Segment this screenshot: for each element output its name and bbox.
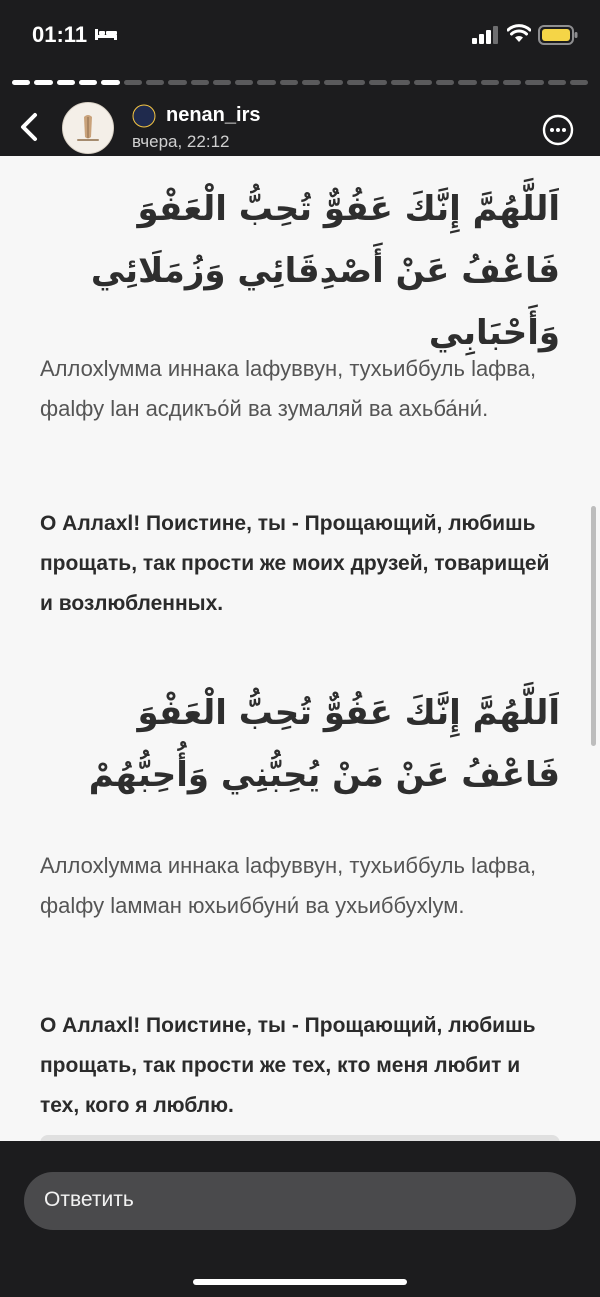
progress-segment [235,80,253,85]
progress-segment [146,80,164,85]
progress-segment [213,80,231,85]
translation-2: О Аллахl! Поистине, ты - Прощающий, любишь прощать, так прости же тех, кто меня любит и тех, кого я люблю. [40,1014,536,1117]
progress-segment [168,80,186,85]
avatar-logo-icon [63,103,113,153]
progress-segment [79,80,97,85]
scrollbar[interactable] [591,506,596,746]
progress-segment [12,80,30,85]
reply-area [0,1141,600,1297]
moon-icon [132,104,156,128]
progress-segment [257,80,275,85]
progress-segment [414,80,432,85]
translation-1: О Аллахl! Поистине, ты - Прощающий, любишь прощать, так прости же моих друзей, товарищей и возлюбленных. [40,512,550,615]
progress-segment [481,80,499,85]
story-header [0,92,600,156]
signal-icon [472,26,500,44]
progress-segment [34,80,52,85]
progress-segment [302,80,320,85]
reply-placeholder: Ответить [44,1188,134,1211]
progress-segment [57,80,75,85]
more-options-icon[interactable] [542,114,574,146]
progress-segment [347,80,365,85]
progress-segment [280,80,298,85]
battery-icon [538,24,578,46]
progress-segment [458,80,476,85]
status-bar [0,0,600,72]
home-indicator[interactable] [193,1279,407,1285]
story-username[interactable]: nenan_irs [166,104,261,126]
arabic-dua-2: اَللَّهُمَّ إِنَّكَ عَفُوٌّ تُحِبُّ الْعَفْوَ فَاعْفُ عَنْ مَنْ يُحِبُّنِي وَأُحِبُّهُمْ [88,693,560,795]
story-progress-bar [12,80,588,86]
progress-segment [191,80,209,85]
avatar[interactable] [62,102,114,154]
status-time: 01:11 [32,22,88,47]
bed-icon [94,27,118,41]
progress-segment [525,80,543,85]
back-chevron-icon[interactable] [18,112,40,142]
reply-input[interactable] [24,1172,576,1230]
arabic-dua-1: اَللَّهُمَّ إِنَّكَ عَفُوٌّ تُحِبُّ الْعَفْوَ فَاعْفُ عَنْ أَصْدِقَائِي وَزُمَلَائِي وَأَحْبَابِي [90,189,560,353]
progress-segment [436,80,454,85]
transliteration-1: Аллохlумма иннака lафуввун, тухьиббуль lафва, фаlфу lан асдикъо́й ва зумаляй ва ахьба́ни́. [40,356,537,421]
wifi-icon [507,24,531,44]
story-content-card [0,156,600,1141]
progress-segment [503,80,521,85]
progress-segment [369,80,387,85]
progress-segment [124,80,142,85]
progress-segment [570,80,588,85]
progress-segment [391,80,409,85]
progress-segment [548,80,566,85]
progress-segment [101,80,119,85]
progress-segment [324,80,342,85]
transliteration-2: Аллохlумма иннака lафуввун, тухьиббуль lафва, фаlфу lамман юхьиббуни́ ва ухьиббухlум. [40,853,537,918]
story-timestamp: вчера, 22:12 [132,132,230,151]
